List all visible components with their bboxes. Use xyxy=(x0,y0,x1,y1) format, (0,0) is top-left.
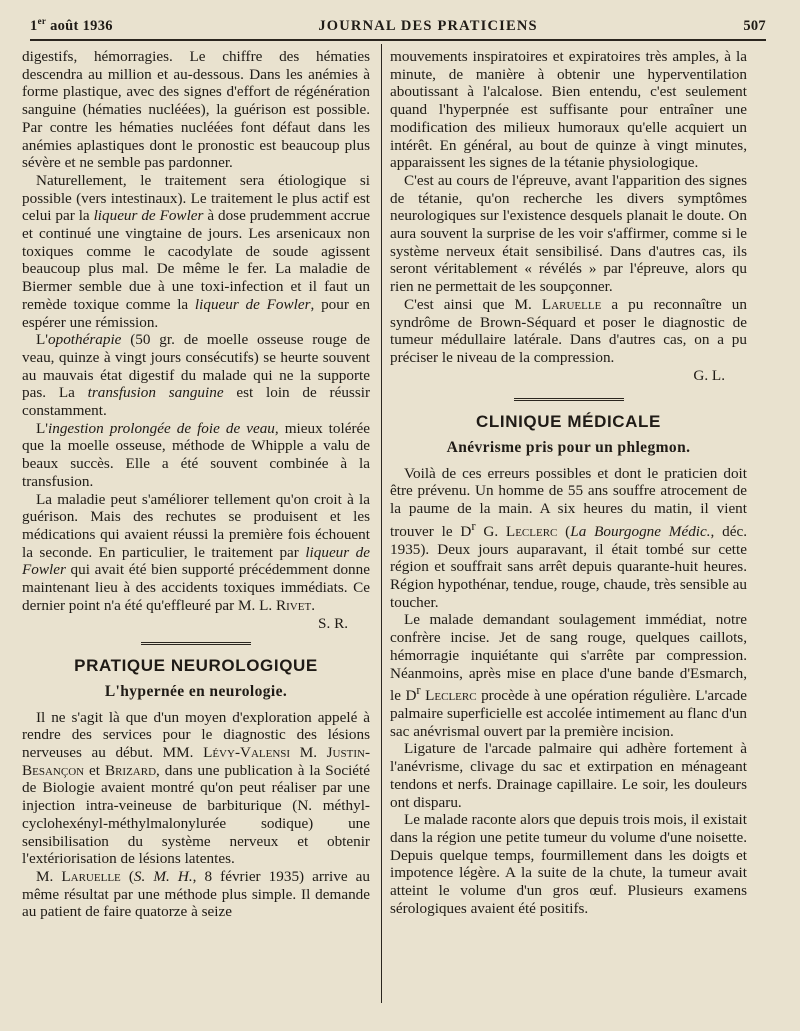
text-run: ( xyxy=(557,522,571,540)
text-run: . xyxy=(311,596,315,614)
text-run: La maladie peut s'améliorer tellement qu'on croit à la guérison. Mais des rechutes se produisent et les médications qui avaient réussi la première fois échouent la seconde. En particulier, le traitement par xyxy=(22,490,370,561)
paragraph xyxy=(390,465,747,612)
paragraph xyxy=(390,296,747,367)
page-number: 507 xyxy=(743,17,766,34)
author-name: Brizard xyxy=(104,761,157,779)
text-run: et xyxy=(84,761,105,779)
text-run: qui avait été bien supporté précédemment donne maintenant lieu à des accidents toxiques immédiats. Ce dernier point n'a été qu'effleuré par M. L. xyxy=(22,561,370,614)
text-run: , pour en espérer une rémission. xyxy=(22,295,370,331)
column-rule xyxy=(381,44,382,1003)
author-name: Rivet xyxy=(276,596,312,614)
section-divider xyxy=(514,398,624,401)
paragraph: digestifs, hémorragies. Le chiffre des hématies descendra au million et au-dessous. Dans les anémies à forme plastique, avec des signes d'effort de régénération sanguine (hématies nucléées), la guérison est possible. Par contre les hématies nucléées font défaut dans les anémies aplastiques dont le pronostic est beaucoup plus sévère et ne semble pas pardonner. xyxy=(22,48,370,172)
text-run: procède à une opération régulière. L'arcade palmaire superficielle est accolée intimement au flanc d'un sac anévrismal ouvert par la première incision. xyxy=(390,687,747,740)
text-run: , déc. 1935). Deux jours auparavant, il était tombé sur cette région et souffrait sans arrêt depuis quarante-huit heures. Région hypothénar, tendue, rouge, chaude, très sensible au toucher. xyxy=(390,522,748,611)
section-divider xyxy=(141,642,251,645)
text-run: , dans une publication à la Société de Biologie avaient montré qu'on peut réaliser par une injection intra-veineuse de barbiturique (N. méthyl-cyclohexényl-méthylmalonylurée sodique) une sensibilisation du système nerveux et obtenir l'extériorisation de lésions latentes. xyxy=(22,761,370,868)
author-name: Leclerc xyxy=(420,687,477,705)
text-run: L' xyxy=(36,331,49,349)
text-run: M. xyxy=(36,867,62,885)
author-name: G. Leclerc xyxy=(475,522,558,540)
left-column xyxy=(22,48,370,921)
paragraph xyxy=(22,491,370,615)
paragraph xyxy=(22,172,370,331)
text-run: L' xyxy=(36,419,49,437)
author-name: Justin-Besançon xyxy=(22,744,370,779)
section-title: CLINIQUE MÉDICALE xyxy=(476,412,661,432)
italic-run: liqueur de Fowler xyxy=(22,543,370,579)
text-run: M. xyxy=(290,744,327,762)
text-run: à dose prudemment accrue et continué une vingtaine de jours. Les arsenicaux non toxiques comme le cacodylate de soude agissent beaucoup plus mal. De même le fer. La maladie de Biermer semble due à une toxi-infection et il faut un remède toxique comme la xyxy=(22,207,370,313)
italic-run: La Bourgogne Médic. xyxy=(570,522,711,540)
author-signature: S. R. xyxy=(318,614,348,632)
journal-title: JOURNAL DES PRATICIENS xyxy=(318,17,538,34)
text-run: Le malade demandant soulagement immédiat, notre confrère incise. Jet de sang rouge, quelques caillots, hémorragie inquiétante qui s'arrête par compression. Néanmoins, après mise en place d'une bande d'Esmarch, le D xyxy=(390,611,747,705)
italic-run: liqueur de Fowler xyxy=(93,207,204,225)
paragraph: Ligature de l'arcade palmaire qui adhère fortement à l'anévrisme, clivage du sac et extirpation en ménageant tendons et nerfs. Drainage capillaire. Le soir, les douleurs ont disparu. xyxy=(390,740,747,811)
section-title: PRATIQUE NEUROLOGIQUE xyxy=(74,656,318,676)
italic-run: opothérapie xyxy=(48,331,122,349)
italic-run: ingestion prolongée de foie de veau xyxy=(48,419,275,437)
issue-date-day: 1 xyxy=(30,17,38,34)
header-rule xyxy=(30,39,766,41)
italic-run: S. M. H. xyxy=(133,867,193,885)
paragraph xyxy=(22,331,370,420)
text-run: Il ne s'agit là que d'un moyen d'exploration appelé à rendre des services pour le diagnostic des lésions nerveuses au début. MM. xyxy=(22,708,370,762)
superscript: r xyxy=(471,518,476,533)
author-name: Lévy-Valensi xyxy=(203,744,291,762)
author-signature: G. L. xyxy=(693,366,725,384)
author-name: Laruelle xyxy=(541,295,602,313)
text-run: (50 gr. de moelle osseuse rouge de veau, quinze à vingt jours consécutifs) se heurte souvent au mauvais état digestif du malade qui ne la supporte pas. La xyxy=(22,331,370,402)
text-run: Voilà de ces erreurs possibles et dont le praticien doit être prévenu. Un homme de 55 ans souffre atrocement de la paume de la main. A six heures du matin, il vient trouver le D xyxy=(390,464,747,540)
right-column xyxy=(390,48,747,917)
text-run: a pu reconnaître un syndrôme de Brown-Séquard et poser le diagnostic de tumeur médullaire latérale. Dans d'autres cas, on a pu préciser le niveau de la compression. xyxy=(390,295,747,366)
italic-run: liqueur de Fowler xyxy=(194,295,311,313)
text-run: , mieux tolérée que la moelle osseuse, méthode de Whipple a valu de beaux succès. Elle a été souvent combinée à la transfusion. xyxy=(22,419,370,490)
text-run: C'est ainsi que M. xyxy=(404,295,542,313)
author-name: Laruelle xyxy=(61,867,121,885)
paragraph xyxy=(22,420,370,491)
italic-run: transfusion sanguine xyxy=(87,384,224,402)
paragraph: mouvements inspiratoires et expiratoires très amples, à la minute, de manière à obtenir une hyperventilation aboutissant à l'alcalose. Bien entendu, c'est seulement quand l'hyperpnée est suffisante pour entraîner une modification des milieux humoraux qu'elle acquiert un intérêt. En général, au bout de quinze à vingt minutes, apparaissent les signes de la tétanie physiologique. xyxy=(390,48,747,172)
issue-date-month-year: août 1936 xyxy=(46,17,113,34)
text-run: ( xyxy=(120,867,134,885)
paragraph xyxy=(22,868,370,921)
paragraph: C'est au cours de l'épreuve, avant l'apparition des signes de tétanie, qu'on recherche les divers symptômes neurologiques sur l'existence desquels planait le doute. On aura souvent la surprise de les voir s'affirmer, comme si le système nerveux était sensibilisé. Dans d'autres cas, ils seront véritablement « révélés » par l'épreuve, alors qu rien ne permettait de les soupçonner. xyxy=(390,171,747,296)
paragraph xyxy=(390,611,747,740)
issue-date-ordinal: er xyxy=(37,16,47,26)
article-title: Anévrisme pris pour un phlegmon. xyxy=(446,439,691,457)
page-header xyxy=(30,16,766,38)
text-run: , 8 février 1935) arrive au même résultat par une méthode plus simple. Il demande au patient de faire quatorze à seize xyxy=(22,867,370,921)
issue-date xyxy=(30,16,113,35)
superscript: r xyxy=(416,683,421,698)
text-run: est loin de réussir constamment. xyxy=(22,384,371,420)
paragraph xyxy=(22,709,370,868)
paragraph: Le malade raconte alors que depuis trois mois, il existait dans la région une petite tumeur du volume d'une noisette. Depuis quelque temps, fourmillement dans les doigts et impotence légère. A la suite de la chute, la tumeur avait atteint le volume d'un gros œuf. Plusieurs examens sérologiques avaient été positifs. xyxy=(390,811,747,917)
article-title: L'hypernée en neurologie. xyxy=(104,682,288,700)
text-run: Naturellement, le traitement sera étiologique si possible (vers intestinaux). Le traitement le plus actif est celui par la xyxy=(22,171,370,225)
